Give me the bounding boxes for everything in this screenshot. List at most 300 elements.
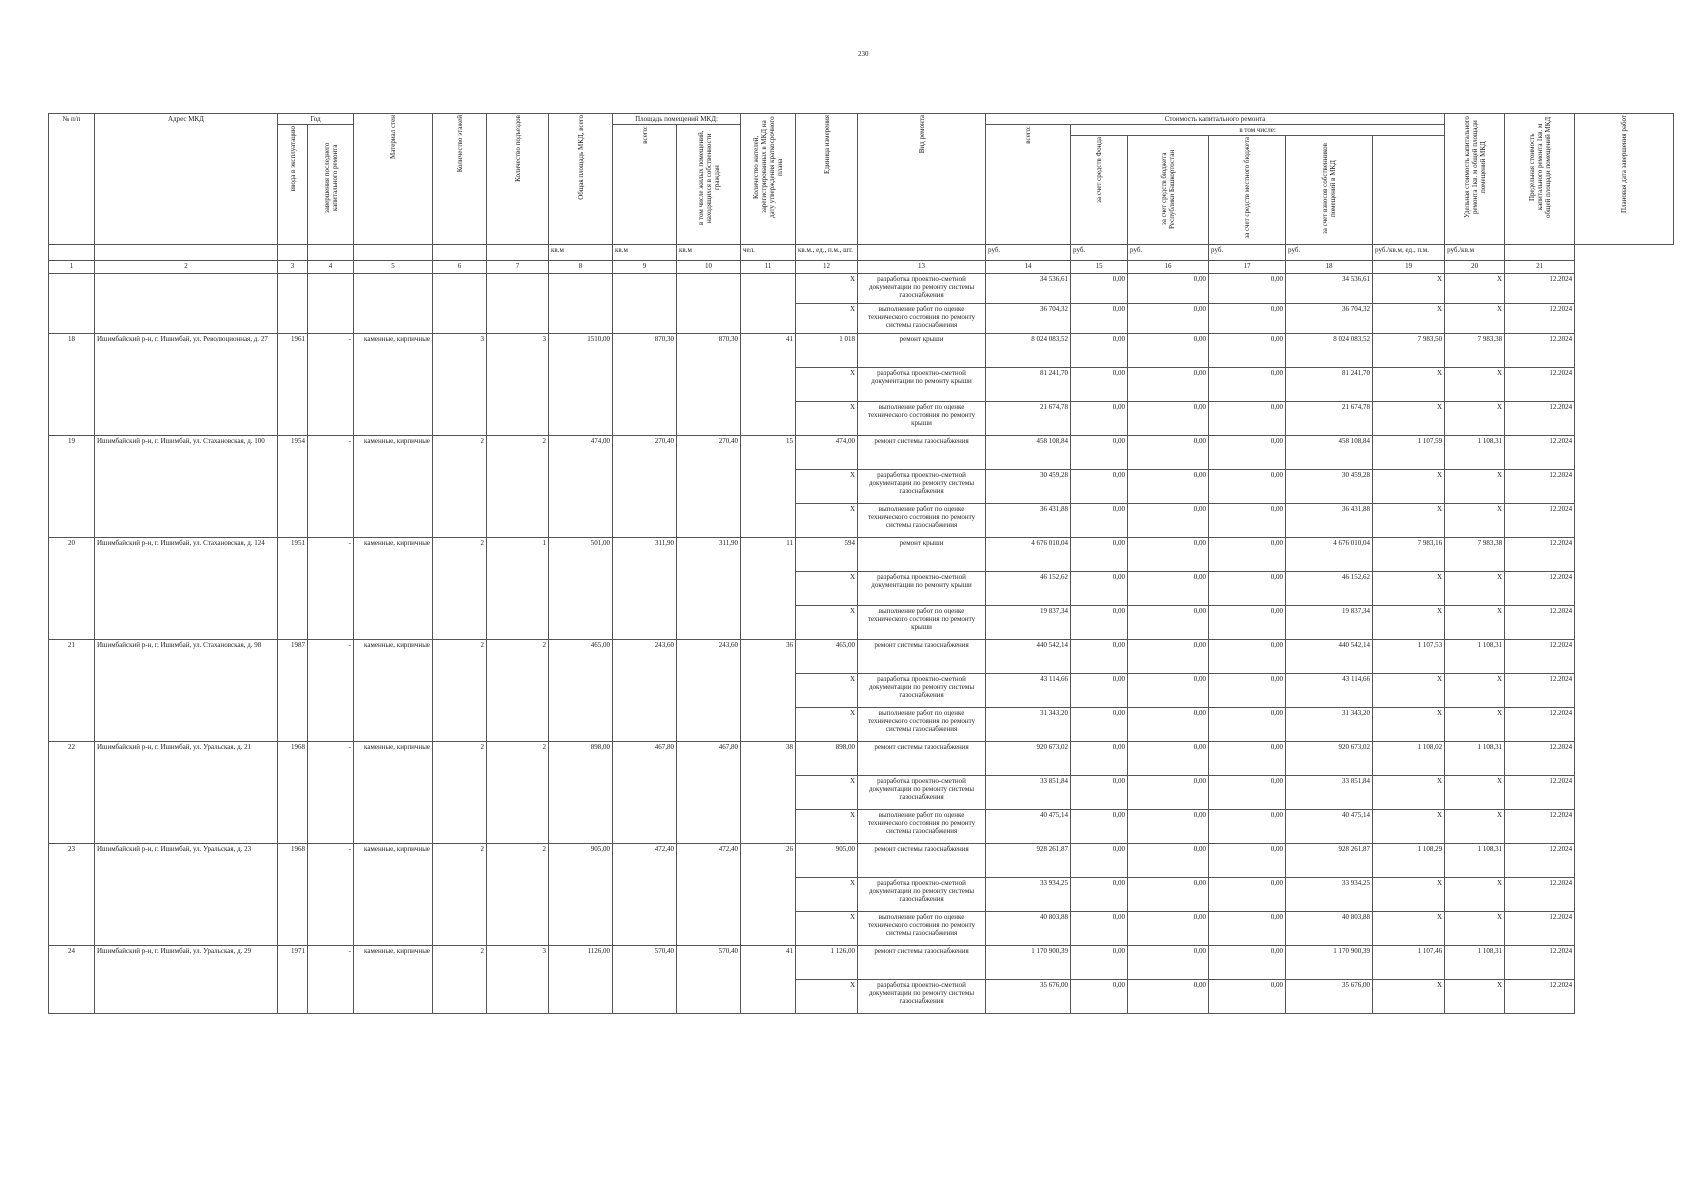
cost-total-cell: 928 261,87 bbox=[986, 844, 1071, 878]
column-number-cell: 18 bbox=[1286, 261, 1373, 274]
last-repair-cell: - bbox=[308, 538, 354, 640]
house-number-cell: 19 bbox=[49, 436, 95, 538]
cost-fund-cell: 0,00 bbox=[1071, 674, 1128, 708]
table-row bbox=[49, 436, 1674, 470]
work-type-cell: выполнение работ по оценке технического состояния по ремонту крыши bbox=[858, 606, 986, 640]
total-area-cell: 474,00 bbox=[549, 436, 613, 538]
cost-total-cell: 36 704,32 bbox=[986, 304, 1071, 334]
total-area-cell: 465,00 bbox=[549, 640, 613, 742]
max-cost-cell: X bbox=[1445, 504, 1505, 538]
residential-area-cell: 472,40 bbox=[677, 844, 741, 946]
max-cost-cell: 1 108,31 bbox=[1445, 436, 1505, 470]
cost-total-cell: 36 431,88 bbox=[986, 504, 1071, 538]
empty-cell bbox=[308, 274, 354, 334]
cost-owners-cell: 36 431,88 bbox=[1286, 504, 1373, 538]
work-type-cell: выполнение работ по оценке технического состояния по ремонту системы газоснабжения bbox=[858, 304, 986, 334]
table-row bbox=[49, 334, 1674, 368]
empty-cell bbox=[95, 274, 278, 334]
cost-local-cell: 0,00 bbox=[1209, 878, 1286, 912]
cost-owners-cell: 33 851,84 bbox=[1286, 776, 1373, 810]
planned-date-cell: 12.2024 bbox=[1505, 742, 1575, 776]
unit-cost-cell: X bbox=[1373, 402, 1445, 436]
column-number-cell: 12 bbox=[796, 261, 858, 274]
last-repair-cell: - bbox=[308, 742, 354, 844]
table-row bbox=[49, 742, 1674, 776]
quantity-cell: X bbox=[796, 708, 858, 742]
cost-republic-cell: 0,00 bbox=[1128, 742, 1209, 776]
hdr-year-last: завершения последнего капитального ремонта bbox=[308, 125, 354, 245]
cost-owners-cell: 36 704,32 bbox=[1286, 304, 1373, 334]
premises-area-cell: 570,40 bbox=[613, 946, 677, 1014]
residents-cell: 41 bbox=[741, 334, 796, 436]
planned-date-cell: 12.2024 bbox=[1505, 572, 1575, 606]
last-repair-cell: - bbox=[308, 946, 354, 1014]
unit-cost-cell: 7 983,16 bbox=[1373, 538, 1445, 572]
quantity-cell: X bbox=[796, 572, 858, 606]
cost-owners-cell: 928 261,87 bbox=[1286, 844, 1373, 878]
last-repair-cell: - bbox=[308, 334, 354, 436]
premises-area-cell: 467,80 bbox=[613, 742, 677, 844]
cost-owners-cell: 46 152,62 bbox=[1286, 572, 1373, 606]
cost-republic-cell: 0,00 bbox=[1128, 776, 1209, 810]
cost-total-cell: 46 152,62 bbox=[986, 572, 1071, 606]
cost-local-cell: 0,00 bbox=[1209, 912, 1286, 946]
quantity-cell: X bbox=[796, 674, 858, 708]
total-area-cell: 1510,00 bbox=[549, 334, 613, 436]
house-number-cell: 22 bbox=[49, 742, 95, 844]
planned-date-cell: 12.2024 bbox=[1505, 402, 1575, 436]
quantity-cell: 1 018 bbox=[796, 334, 858, 368]
unit-cell: кв.м bbox=[677, 245, 741, 261]
unit-cell bbox=[49, 245, 95, 261]
unit-cell bbox=[433, 245, 487, 261]
empty-cell bbox=[487, 274, 549, 334]
premises-area-cell: 243,60 bbox=[613, 640, 677, 742]
cost-owners-cell: 21 674,78 bbox=[1286, 402, 1373, 436]
quantity-cell: X bbox=[796, 402, 858, 436]
cost-total-cell: 4 676 010,04 bbox=[986, 538, 1071, 572]
cost-owners-cell: 35 676,00 bbox=[1286, 980, 1373, 1014]
planned-date-cell: 12.2024 bbox=[1505, 436, 1575, 470]
cost-republic-cell: 0,00 bbox=[1128, 436, 1209, 470]
planned-date-cell: 12.2024 bbox=[1505, 980, 1575, 1014]
hdr-floors: Количество этажей bbox=[433, 114, 487, 245]
unit-cost-cell: 1 107,46 bbox=[1373, 946, 1445, 980]
empty-cell bbox=[278, 274, 308, 334]
planned-date-cell: 12.2024 bbox=[1505, 674, 1575, 708]
cost-republic-cell: 0,00 bbox=[1128, 504, 1209, 538]
cost-republic-cell: 0,00 bbox=[1128, 878, 1209, 912]
hdr-work-type: Вид ремонта bbox=[858, 114, 986, 245]
unit-cost-cell: X bbox=[1373, 274, 1445, 304]
unit-cost-cell: X bbox=[1373, 470, 1445, 504]
cost-local-cell: 0,00 bbox=[1209, 640, 1286, 674]
unit-cell: руб. bbox=[986, 245, 1071, 261]
unit-cost-cell: X bbox=[1373, 606, 1445, 640]
total-area-cell: 501,00 bbox=[549, 538, 613, 640]
unit-cost-cell: X bbox=[1373, 572, 1445, 606]
work-type-cell: выполнение работ по оценке технического состояния по ремонту системы газоснабжения bbox=[858, 912, 986, 946]
cost-local-cell: 0,00 bbox=[1209, 742, 1286, 776]
unit-cost-cell: X bbox=[1373, 980, 1445, 1014]
residents-cell: 38 bbox=[741, 742, 796, 844]
unit-cell: кв.м bbox=[549, 245, 613, 261]
wall-material-cell: каменные, кирпичные bbox=[354, 946, 433, 1014]
column-number-cell: 13 bbox=[858, 261, 986, 274]
planned-date-cell: 12.2024 bbox=[1505, 606, 1575, 640]
address-cell: Ишимбайский р-н, г. Ишимбай, ул. Уральская, д. 23 bbox=[95, 844, 278, 946]
column-number-cell: 1 bbox=[49, 261, 95, 274]
work-type-cell: разработка проектно-сметной документации по ремонту системы газоснабжения bbox=[858, 674, 986, 708]
address-cell: Ишимбайский р-н, г. Ишимбай, ул. Уральская, д. 29 bbox=[95, 946, 278, 1014]
quantity-cell: X bbox=[796, 912, 858, 946]
work-type-cell: ремонт системы газоснабжения bbox=[858, 742, 986, 776]
unit-cell bbox=[95, 245, 278, 261]
quantity-cell: 905,00 bbox=[796, 844, 858, 878]
column-number-cell: 16 bbox=[1128, 261, 1209, 274]
cost-total-cell: 8 024 083,52 bbox=[986, 334, 1071, 368]
empty-cell bbox=[49, 274, 95, 334]
planned-date-cell: 12.2024 bbox=[1505, 912, 1575, 946]
empty-cell bbox=[613, 274, 677, 334]
cost-republic-cell: 0,00 bbox=[1128, 304, 1209, 334]
units-row bbox=[49, 245, 1674, 261]
last-repair-cell: - bbox=[308, 436, 354, 538]
floors-cell: 2 bbox=[433, 844, 487, 946]
unit-cost-cell: X bbox=[1373, 776, 1445, 810]
hdr-premises-area: Площадь помещений МКД: bbox=[613, 114, 741, 125]
floors-cell: 2 bbox=[433, 436, 487, 538]
quantity-cell: X bbox=[796, 470, 858, 504]
hdr-unit-cost: Удельная стоимость капитального ремонта 1кв. м общей площади помещений МКД bbox=[1445, 114, 1505, 245]
cost-fund-cell: 0,00 bbox=[1071, 708, 1128, 742]
address-cell: Ишимбайский р-н, г. Ишимбай, ул. Стахановская, д. 124 bbox=[95, 538, 278, 640]
cost-republic-cell: 0,00 bbox=[1128, 274, 1209, 304]
max-cost-cell: X bbox=[1445, 810, 1505, 844]
floors-cell: 2 bbox=[433, 946, 487, 1014]
wall-material-cell: каменные, кирпичные bbox=[354, 436, 433, 538]
cost-total-cell: 920 673,02 bbox=[986, 742, 1071, 776]
quantity-cell: X bbox=[796, 776, 858, 810]
cost-republic-cell: 0,00 bbox=[1128, 980, 1209, 1014]
cost-total-cell: 440 542,14 bbox=[986, 640, 1071, 674]
cost-owners-cell: 458 108,84 bbox=[1286, 436, 1373, 470]
table-row bbox=[49, 274, 1674, 304]
unit-cost-cell: X bbox=[1373, 912, 1445, 946]
table-header bbox=[49, 114, 1674, 274]
planned-date-cell: 12.2024 bbox=[1505, 946, 1575, 980]
year-cell: 1951 bbox=[278, 538, 308, 640]
unit-cost-cell: 1 108,29 bbox=[1373, 844, 1445, 878]
cost-fund-cell: 0,00 bbox=[1071, 304, 1128, 334]
planned-date-cell: 12.2024 bbox=[1505, 334, 1575, 368]
cost-local-cell: 0,00 bbox=[1209, 980, 1286, 1014]
cost-owners-cell: 30 459,28 bbox=[1286, 470, 1373, 504]
unit-cell bbox=[858, 245, 986, 261]
cost-fund-cell: 0,00 bbox=[1071, 334, 1128, 368]
planned-date-cell: 12.2024 bbox=[1505, 844, 1575, 878]
max-cost-cell: X bbox=[1445, 402, 1505, 436]
hdr-unit: Единица измерения bbox=[796, 114, 858, 245]
column-number-cell: 20 bbox=[1445, 261, 1505, 274]
unit-cost-cell: X bbox=[1373, 810, 1445, 844]
cost-republic-cell: 0,00 bbox=[1128, 844, 1209, 878]
unit-cell: руб./кв.м bbox=[1445, 245, 1505, 261]
max-cost-cell: X bbox=[1445, 708, 1505, 742]
unit-cost-cell: X bbox=[1373, 504, 1445, 538]
cost-total-cell: 19 837,34 bbox=[986, 606, 1071, 640]
work-type-cell: выполнение работ по оценке технического состояния по ремонту системы газоснабжения bbox=[858, 504, 986, 538]
unit-cell: руб. bbox=[1286, 245, 1373, 261]
residential-area-cell: 870,30 bbox=[677, 334, 741, 436]
unit-cell bbox=[487, 245, 549, 261]
column-number-cell: 9 bbox=[613, 261, 677, 274]
residential-area-cell: 570,40 bbox=[677, 946, 741, 1014]
max-cost-cell: 7 983,38 bbox=[1445, 334, 1505, 368]
residential-area-cell: 243,60 bbox=[677, 640, 741, 742]
total-area-cell: 905,00 bbox=[549, 844, 613, 946]
column-number-cell: 14 bbox=[986, 261, 1071, 274]
total-area-cell: 1126,00 bbox=[549, 946, 613, 1014]
empty-cell bbox=[433, 274, 487, 334]
hdr-entrances: Количество подъездов bbox=[487, 114, 549, 245]
unit-cost-cell: 7 983,50 bbox=[1373, 334, 1445, 368]
quantity-cell: 465,00 bbox=[796, 640, 858, 674]
hdr-max-cost: Предельная стоимость капитального ремонта 1кв. м общей площади помещений МКД bbox=[1505, 114, 1575, 245]
cost-fund-cell: 0,00 bbox=[1071, 538, 1128, 572]
cost-fund-cell: 0,00 bbox=[1071, 368, 1128, 402]
residents-cell: 15 bbox=[741, 436, 796, 538]
quantity-cell: X bbox=[796, 606, 858, 640]
empty-cell bbox=[741, 274, 796, 334]
cost-local-cell: 0,00 bbox=[1209, 776, 1286, 810]
year-cell: 1987 bbox=[278, 640, 308, 742]
cost-fund-cell: 0,00 bbox=[1071, 776, 1128, 810]
max-cost-cell: X bbox=[1445, 470, 1505, 504]
quantity-cell: 898,00 bbox=[796, 742, 858, 776]
last-repair-cell: - bbox=[308, 844, 354, 946]
max-cost-cell: X bbox=[1445, 274, 1505, 304]
cost-local-cell: 0,00 bbox=[1209, 572, 1286, 606]
year-cell: 1968 bbox=[278, 844, 308, 946]
planned-date-cell: 12.2024 bbox=[1505, 274, 1575, 304]
quantity-cell: 594 bbox=[796, 538, 858, 572]
unit-cell: кв.м bbox=[613, 245, 677, 261]
max-cost-cell: X bbox=[1445, 674, 1505, 708]
cost-fund-cell: 0,00 bbox=[1071, 878, 1128, 912]
page-number: 230 bbox=[858, 50, 869, 58]
unit-cell bbox=[354, 245, 433, 261]
cost-fund-cell: 0,00 bbox=[1071, 470, 1128, 504]
cost-fund-cell: 0,00 bbox=[1071, 640, 1128, 674]
column-numbers-row bbox=[49, 261, 1674, 274]
cost-local-cell: 0,00 bbox=[1209, 304, 1286, 334]
residents-cell: 36 bbox=[741, 640, 796, 742]
cost-total-cell: 43 114,66 bbox=[986, 674, 1071, 708]
residential-area-cell: 270,40 bbox=[677, 436, 741, 538]
floors-cell: 2 bbox=[433, 640, 487, 742]
premises-area-cell: 311,90 bbox=[613, 538, 677, 640]
house-number-cell: 21 bbox=[49, 640, 95, 742]
hdr-cost: Стоимость капитального ремонта bbox=[986, 114, 1445, 125]
unit-cost-cell: X bbox=[1373, 708, 1445, 742]
empty-cell bbox=[354, 274, 433, 334]
quantity-cell: 474,00 bbox=[796, 436, 858, 470]
work-type-cell: разработка проектно-сметной документации по ремонту системы газоснабжения bbox=[858, 274, 986, 304]
cost-fund-cell: 0,00 bbox=[1071, 810, 1128, 844]
column-number-cell: 5 bbox=[354, 261, 433, 274]
quantity-cell: X bbox=[796, 304, 858, 334]
table-row bbox=[49, 538, 1674, 572]
cost-republic-cell: 0,00 bbox=[1128, 674, 1209, 708]
cost-total-cell: 33 934,25 bbox=[986, 878, 1071, 912]
cost-fund-cell: 0,00 bbox=[1071, 274, 1128, 304]
hdr-address: Адрес МКД bbox=[95, 114, 278, 245]
cost-total-cell: 81 241,70 bbox=[986, 368, 1071, 402]
cost-total-cell: 34 536,61 bbox=[986, 274, 1071, 304]
cost-local-cell: 0,00 bbox=[1209, 504, 1286, 538]
unit-cell bbox=[308, 245, 354, 261]
quantity-cell: X bbox=[796, 878, 858, 912]
cost-owners-cell: 81 241,70 bbox=[1286, 368, 1373, 402]
work-type-cell: разработка проектно-сметной документации по ремонту крыши bbox=[858, 572, 986, 606]
work-type-cell: разработка проектно-сметной документации по ремонту системы газоснабжения bbox=[858, 776, 986, 810]
planned-date-cell: 12.2024 bbox=[1505, 538, 1575, 572]
cost-owners-cell: 1 170 900,39 bbox=[1286, 946, 1373, 980]
cost-local-cell: 0,00 bbox=[1209, 470, 1286, 504]
column-number-cell: 21 bbox=[1505, 261, 1575, 274]
cost-local-cell: 0,00 bbox=[1209, 368, 1286, 402]
quantity-cell: X bbox=[796, 274, 858, 304]
cost-fund-cell: 0,00 bbox=[1071, 980, 1128, 1014]
residents-cell: 11 bbox=[741, 538, 796, 640]
unit-cell: кв.м., ед., п.м., шт. bbox=[796, 245, 858, 261]
quantity-cell: 1 126,00 bbox=[796, 946, 858, 980]
work-type-cell: ремонт крыши bbox=[858, 334, 986, 368]
max-cost-cell: X bbox=[1445, 368, 1505, 402]
premises-area-cell: 270,40 bbox=[613, 436, 677, 538]
unit-cell bbox=[1505, 245, 1575, 261]
cost-fund-cell: 0,00 bbox=[1071, 504, 1128, 538]
year-cell: 1954 bbox=[278, 436, 308, 538]
max-cost-cell: 1 108,31 bbox=[1445, 742, 1505, 776]
work-type-cell: выполнение работ по оценке технического состояния по ремонту системы газоснабжения bbox=[858, 708, 986, 742]
floors-cell: 2 bbox=[433, 742, 487, 844]
hdr-total-area: Общая площадь МКД, всего bbox=[549, 114, 613, 245]
wall-material-cell: каменные, кирпичные bbox=[354, 844, 433, 946]
cost-total-cell: 40 803,88 bbox=[986, 912, 1071, 946]
hdr-cost-republic: за счет средств бюджета Республики Башкортостан bbox=[1128, 136, 1209, 245]
cost-owners-cell: 4 676 010,04 bbox=[1286, 538, 1373, 572]
cost-local-cell: 0,00 bbox=[1209, 674, 1286, 708]
work-type-cell: разработка проектно-сметной документации по ремонту крыши bbox=[858, 368, 986, 402]
entrances-cell: 2 bbox=[487, 640, 549, 742]
cost-total-cell: 40 475,14 bbox=[986, 810, 1071, 844]
max-cost-cell: X bbox=[1445, 606, 1505, 640]
house-number-cell: 20 bbox=[49, 538, 95, 640]
address-cell: Ишимбайский р-н, г. Ишимбай, ул. Стахановская, д. 100 bbox=[95, 436, 278, 538]
planned-date-cell: 12.2024 bbox=[1505, 640, 1575, 674]
max-cost-cell: 1 108,31 bbox=[1445, 844, 1505, 878]
cost-owners-cell: 440 542,14 bbox=[1286, 640, 1373, 674]
address-cell: Ишимбайский р-н, г. Ишимбай, ул. Стахановская, д. 98 bbox=[95, 640, 278, 742]
cost-total-cell: 33 851,84 bbox=[986, 776, 1071, 810]
planned-date-cell: 12.2024 bbox=[1505, 368, 1575, 402]
column-number-cell: 15 bbox=[1071, 261, 1128, 274]
empty-cell bbox=[549, 274, 613, 334]
house-number-cell: 24 bbox=[49, 946, 95, 1014]
unit-cost-cell: X bbox=[1373, 304, 1445, 334]
cost-republic-cell: 0,00 bbox=[1128, 470, 1209, 504]
cost-total-cell: 30 459,28 bbox=[986, 470, 1071, 504]
cost-fund-cell: 0,00 bbox=[1071, 606, 1128, 640]
cost-republic-cell: 0,00 bbox=[1128, 708, 1209, 742]
cost-fund-cell: 0,00 bbox=[1071, 402, 1128, 436]
column-number-cell: 8 bbox=[549, 261, 613, 274]
cost-fund-cell: 0,00 bbox=[1071, 946, 1128, 980]
cost-fund-cell: 0,00 bbox=[1071, 742, 1128, 776]
column-number-cell: 11 bbox=[741, 261, 796, 274]
column-number-cell: 4 bbox=[308, 261, 354, 274]
column-number-cell: 7 bbox=[487, 261, 549, 274]
hdr-residents: Количество жителей, зарегистрированных в МКД на дату утверждения краткосрочного плана bbox=[741, 114, 796, 245]
cost-republic-cell: 0,00 bbox=[1128, 334, 1209, 368]
planned-date-cell: 12.2024 bbox=[1505, 810, 1575, 844]
wall-material-cell: каменные, кирпичные bbox=[354, 640, 433, 742]
column-number-cell: 17 bbox=[1209, 261, 1286, 274]
column-number-cell: 3 bbox=[278, 261, 308, 274]
residential-area-cell: 311,90 bbox=[677, 538, 741, 640]
cost-local-cell: 0,00 bbox=[1209, 334, 1286, 368]
table-body bbox=[49, 274, 1674, 1014]
max-cost-cell: 7 983,38 bbox=[1445, 538, 1505, 572]
cost-owners-cell: 43 114,66 bbox=[1286, 674, 1373, 708]
entrances-cell: 3 bbox=[487, 334, 549, 436]
unit-cost-cell: X bbox=[1373, 674, 1445, 708]
cost-total-cell: 458 108,84 bbox=[986, 436, 1071, 470]
column-number-cell: 10 bbox=[677, 261, 741, 274]
wall-material-cell: каменные, кирпичные bbox=[354, 334, 433, 436]
column-number-cell: 6 bbox=[433, 261, 487, 274]
cost-local-cell: 0,00 bbox=[1209, 606, 1286, 640]
cost-local-cell: 0,00 bbox=[1209, 810, 1286, 844]
work-type-cell: разработка проектно-сметной документации по ремонту системы газоснабжения bbox=[858, 878, 986, 912]
cost-republic-cell: 0,00 bbox=[1128, 606, 1209, 640]
hdr-premises-resid: в том числе жилых помещений, находящихся в собственности граждан bbox=[677, 125, 741, 245]
cost-total-cell: 35 676,00 bbox=[986, 980, 1071, 1014]
planned-date-cell: 12.2024 bbox=[1505, 776, 1575, 810]
planned-date-cell: 12.2024 bbox=[1505, 504, 1575, 538]
cost-local-cell: 0,00 bbox=[1209, 274, 1286, 304]
column-number-cell: 19 bbox=[1373, 261, 1445, 274]
house-number-cell: 23 bbox=[49, 844, 95, 946]
premises-area-cell: 870,30 bbox=[613, 334, 677, 436]
house-number-cell: 18 bbox=[49, 334, 95, 436]
cost-owners-cell: 33 934,25 bbox=[1286, 878, 1373, 912]
residents-cell: 41 bbox=[741, 946, 796, 1014]
cost-republic-cell: 0,00 bbox=[1128, 368, 1209, 402]
hdr-cost-total: всего: bbox=[986, 125, 1071, 245]
cost-republic-cell: 0,00 bbox=[1128, 912, 1209, 946]
planned-date-cell: 12.2024 bbox=[1505, 878, 1575, 912]
cost-fund-cell: 0,00 bbox=[1071, 572, 1128, 606]
hdr-cost-owners: за счет взносов собственников помещений в МКД bbox=[1286, 136, 1373, 245]
cost-fund-cell: 0,00 bbox=[1071, 844, 1128, 878]
table-row bbox=[49, 844, 1674, 878]
unit-cell: чел. bbox=[741, 245, 796, 261]
cost-owners-cell: 40 803,88 bbox=[1286, 912, 1373, 946]
year-cell: 1968 bbox=[278, 742, 308, 844]
